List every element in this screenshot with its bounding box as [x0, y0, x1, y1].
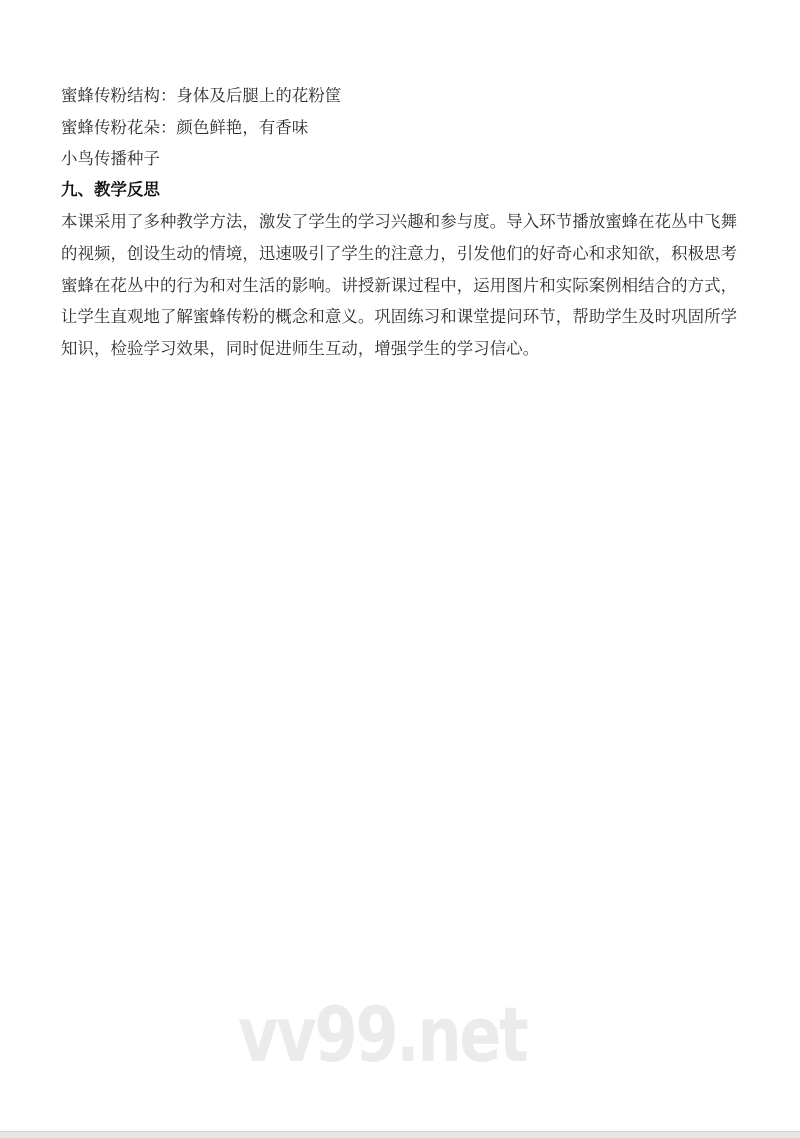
- paragraph-line: 蜜蜂在花丛中的行为和对生活的影响。讲授新课过程中，运用图片和实际案例相结合的方式，: [61, 276, 738, 295]
- section-heading: 九、教学反思: [61, 180, 160, 199]
- watermark: vv99.net: [238, 990, 527, 1079]
- paragraph-line: 的视频，创设生动的情境，迅速吸引了学生的注意力，引发他们的好奇心和求知欲，积极思考: [61, 244, 738, 263]
- text-line: 蜜蜂传粉花朵：颜色鲜艳，有香味: [61, 118, 309, 137]
- paragraph-line: 让学生直观地了解蜜蜂传粉的概念和意义。巩固练习和课堂提问环节，帮助学生及时巩固所学: [61, 307, 738, 326]
- text-line: 小鸟传播种子: [61, 149, 160, 168]
- text-line: 蜜蜂传粉结构：身体及后腿上的花粉筐: [61, 86, 342, 105]
- paragraph-line: 本课采用了多种教学方法，激发了学生的学习兴趣和参与度。导入环节播放蜜蜂在花丛中飞舞: [61, 212, 738, 231]
- paragraph-line: 知识，检验学习效果，同时促进师生互动，增强学生的学习信心。: [61, 339, 540, 358]
